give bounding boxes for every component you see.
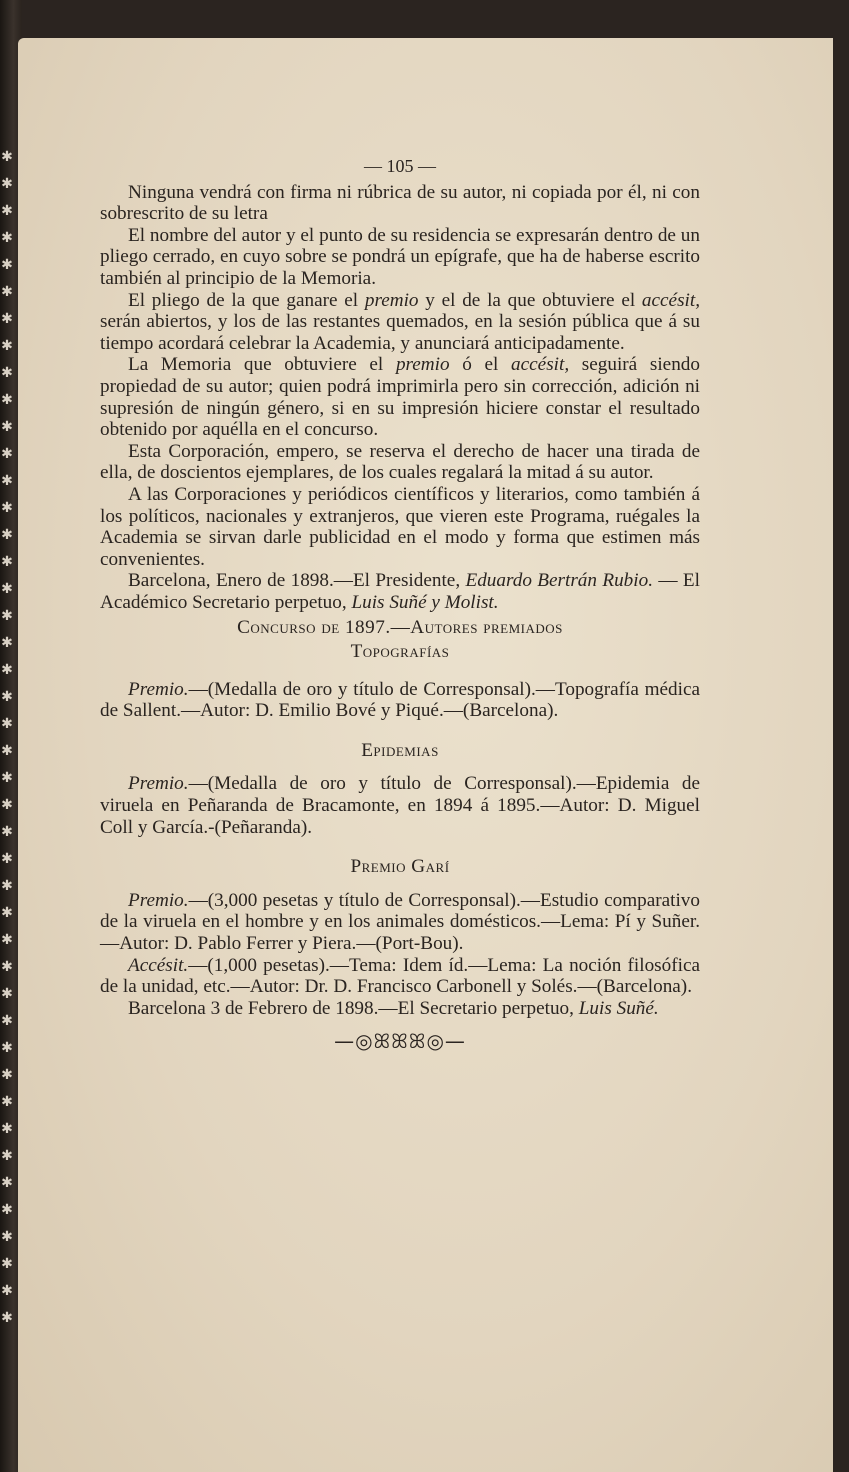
spine-star-icon: ✱ xyxy=(1,1040,13,1056)
spine-star-icon: ✱ xyxy=(1,824,13,840)
award-accesit: Accésit.—(1,000 pesetas).—Tema: Idem íd.—Lema: La noción filosófica de la unidad, etc.—Autor: Dr. D. Francisco Carbonell y Solés.—(Barcelona). xyxy=(100,954,700,998)
ornament-divider: —◎ꕤꕤꕤ◎— xyxy=(334,1029,466,1054)
award-gari: Premio.—(3,000 pesetas y título de Corresponsal).—Estudio comparativo de la viruela en el hombre y en los animales domésticos.—Lema: Pí y Suñer.—Autor: D. Pablo Ferrer y Piera.—(Port-Bou). xyxy=(100,889,700,954)
spine-star-icon: ✱ xyxy=(1,473,13,489)
paragraph-5: Esta Corporación, empero, se reserva el derecho de hacer una tirada de ella, de doscientos ejemplares, de los cuales regalará la mitad á su autor. xyxy=(100,440,700,484)
closing-paragraph: Barcelona 3 de Febrero de 1898.—El Secretario perpetuo, Luis Suñé. xyxy=(128,997,659,1019)
spine-star-icon: ✱ xyxy=(1,932,13,948)
spine-star-icon: ✱ xyxy=(1,1013,13,1029)
spine-star-icon: ✱ xyxy=(1,1256,13,1272)
spine-star-icon: ✱ xyxy=(1,284,13,300)
spine-star-icon: ✱ xyxy=(1,770,13,786)
spine-star-icon: ✱ xyxy=(1,716,13,732)
spine-star-icon: ✱ xyxy=(1,527,13,543)
spine-star-icon: ✱ xyxy=(1,500,13,516)
spine-star-icon: ✱ xyxy=(1,851,13,867)
spine-star-icon: ✱ xyxy=(1,419,13,435)
spine-star-icon: ✱ xyxy=(1,203,13,219)
spine-star-icon: ✱ xyxy=(1,1283,13,1299)
spine-star-icon: ✱ xyxy=(1,1229,13,1245)
spine-star-icon: ✱ xyxy=(1,1121,13,1137)
award-epidemia: Premio.—(Medalla de oro y título de Corresponsal).—Epidemia de viruela en Peñaranda de Bracamonte, en 1894 á 1895.—Autor: D. Miguel Coll y García.-(Peñaranda). xyxy=(100,773,700,838)
spine-star-icon: ✱ xyxy=(1,257,13,273)
spine-star-icon: ✱ xyxy=(1,878,13,894)
spine-star-icon: ✱ xyxy=(1,689,13,705)
spine-star-icon: ✱ xyxy=(1,635,13,651)
paragraph-3: El pliego de la que ganare el premio y el de la que obtuviere el accésit, serán abiertos, y los de las restantes quemados, en la sesión pública que á su tiempo acordará celebrar la Academia, y anunciará anticipadamente. xyxy=(100,289,700,354)
page-number: — 105 — xyxy=(364,156,436,176)
heading-concurso: Concurso de 1897.—Autores premiados xyxy=(237,617,563,639)
spine-star-icon: ✱ xyxy=(1,230,13,246)
paragraph-2: El nombre del autor y el punto de su residencia se expresarán dentro de un pliego cerrado, en cuyo sobre se pondrá un epígrafe, que ha de haberse escrito también al principio de la Memoria. xyxy=(100,224,700,289)
spine-star-icon: ✱ xyxy=(1,905,13,921)
paragraph-1: Ninguna vendrá con firma ni rúbrica de su autor, ni copiada por él, ni con sobrescrito de su letra xyxy=(100,181,700,225)
spine-star-icon: ✱ xyxy=(1,338,13,354)
spine-star-icon: ✱ xyxy=(1,176,13,192)
spine-star-icon: ✱ xyxy=(1,1148,13,1164)
spine-star-icon: ✱ xyxy=(1,1310,13,1326)
page-text xyxy=(100,156,700,1053)
heading-topografias: Topografías xyxy=(350,641,450,663)
paragraph-6: A las Corporaciones y periódicos científicos y literarios, como también á los políticos, nacionales y extranjeros, que vieren este Programa, ruégales la Academia se sirvan darle publicidad en el modo y forma que estimen más convenientes. xyxy=(100,483,700,570)
spine-star-icon: ✱ xyxy=(1,662,13,678)
spine-star-icon: ✱ xyxy=(1,581,13,597)
spine-star-icon: ✱ xyxy=(1,554,13,570)
spine-star-icon: ✱ xyxy=(1,149,13,165)
spine-star-icon: ✱ xyxy=(1,1202,13,1218)
spine-star-icon: ✱ xyxy=(1,1067,13,1083)
spine-star-icon: ✱ xyxy=(1,986,13,1002)
spine-star-icon: ✱ xyxy=(1,1094,13,1110)
spine-star-icon: ✱ xyxy=(1,392,13,408)
spine-star-icon: ✱ xyxy=(1,446,13,462)
paragraph-4: La Memoria que obtuviere el premio ó el accésit, seguirá siendo propiedad de su autor; quien podrá imprimirla pero sin corrección, adición ni supresión de ningún género, si en su impresión hiciere constar el resultado obtenido por aquélla en el concurso. xyxy=(100,354,700,441)
book-page xyxy=(18,38,833,1472)
spine-star-icon: ✱ xyxy=(1,608,13,624)
spine-star-icon: ✱ xyxy=(1,1175,13,1191)
signature-paragraph: Barcelona, Enero de 1898.—El Presidente, Eduardo Bertrán Rubio. — El Académico Secretario perpetuo, Luis Suñé y Molist. xyxy=(100,570,700,613)
spine-star-icon: ✱ xyxy=(1,959,13,975)
spine-star-icon: ✱ xyxy=(1,797,13,813)
heading-epidemias: Epidemias xyxy=(361,739,439,761)
spine-star-icon: ✱ xyxy=(1,743,13,759)
spine-star-icon: ✱ xyxy=(1,311,13,327)
spine-star-icon: ✱ xyxy=(1,365,13,381)
award-topografia: Premio.—(Medalla de oro y título de Corresponsal).—Topografía médica de Sallent.—Autor: D. Emilio Bové y Piqué.—(Barcelona). xyxy=(100,678,700,722)
heading-premio-gari: Premio Garí xyxy=(350,856,450,878)
